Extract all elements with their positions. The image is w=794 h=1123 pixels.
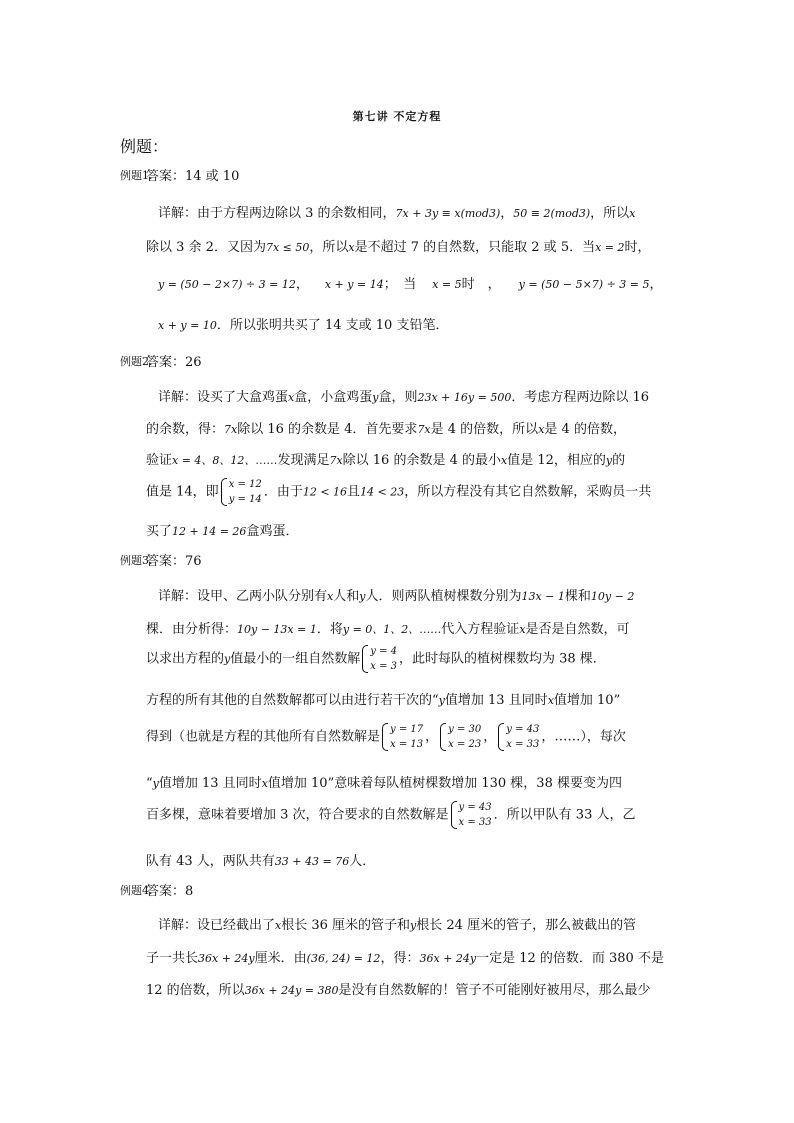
text: 子一共长 xyxy=(146,951,199,966)
formula: x + y = 10 xyxy=(158,319,217,332)
example-1-line-4 xyxy=(146,314,448,333)
text: 除以 3 余 2．又因为 xyxy=(146,240,266,255)
text: 值增加 10”意味着每队植树棵数增加 130 棵，38 棵要变为四 xyxy=(267,776,622,791)
text: 根长 24 厘米的管子，那么被截出的管 xyxy=(416,918,637,933)
example-1-line-2 xyxy=(146,236,651,255)
formula: y xyxy=(152,777,159,790)
example-2-answer: 答案：26 xyxy=(146,355,202,370)
example-2-label: 例题2. xyxy=(120,355,153,368)
text: 除以 16 的余数是 4．首先要求 xyxy=(237,422,418,437)
example-3-line-7 xyxy=(146,800,635,830)
formula: y xyxy=(224,652,231,666)
text: 12 的倍数，所以 xyxy=(146,983,245,998)
formula: x xyxy=(501,454,508,467)
text: ，所以方程没有其它自然数解，采购员一共 xyxy=(404,484,652,500)
formula: 7x xyxy=(224,423,238,436)
text: ； 当 xyxy=(383,277,417,292)
text: ， xyxy=(295,277,309,292)
text: 盒鸡蛋． xyxy=(246,524,299,539)
text: 人和 xyxy=(333,589,360,604)
formula: x xyxy=(275,919,282,932)
equation-system xyxy=(382,722,423,752)
text: 值最小的一组自然数解 xyxy=(230,651,361,667)
text: 详解：设已经截出了 xyxy=(158,918,276,933)
formula: 10y − 13x = 1 xyxy=(237,623,317,636)
formula: 7x xyxy=(329,454,343,467)
text: ，得： xyxy=(380,951,420,966)
equation-system xyxy=(451,800,492,830)
text: 代入方程验证 xyxy=(441,622,520,637)
text: 一定是 12 的倍数．而 380 不是 xyxy=(476,951,664,966)
formula: y = (50 − 5×7) ÷ 3 = 5 xyxy=(518,278,650,291)
formula: 36x + 24y = 380 xyxy=(244,984,339,997)
formula: y xyxy=(372,391,379,404)
equation: x = 33 xyxy=(458,817,492,828)
text: 时 ， xyxy=(461,277,501,292)
equation: y = 43 xyxy=(506,724,540,735)
formula: x xyxy=(327,590,334,603)
formula: x + y = 14 xyxy=(324,278,384,291)
text: 详解：设甲、乙两小队分别有 xyxy=(158,589,328,604)
text: 是不超过 7 的自然数，只能取 2 或 5．当 xyxy=(354,240,596,255)
formula: x xyxy=(261,777,268,790)
text: 且 xyxy=(347,484,361,500)
example-2-line-3 xyxy=(146,449,625,468)
text: 根长 36 厘米的管子和 xyxy=(281,918,411,933)
example-4-label: 例题4. xyxy=(120,884,153,897)
equation: y = 14 xyxy=(228,494,262,505)
text: 人． xyxy=(349,854,376,869)
formula: 36x + 24y xyxy=(419,952,477,965)
formula: y xyxy=(359,590,366,603)
equation: x = 23 xyxy=(448,739,482,750)
formula: x xyxy=(519,623,526,636)
formula: 13x − 1 xyxy=(521,590,565,603)
equation: x = 33 xyxy=(506,739,540,750)
text: ，所以 xyxy=(590,206,630,221)
text: ，此时每队的植树棵数均为 38 棵． xyxy=(399,651,606,667)
text: ．所以甲队有 33 人，乙 xyxy=(493,807,636,823)
text: ， xyxy=(649,277,663,292)
formula: 10y − 2 xyxy=(590,590,635,603)
formula: y = (50 − 2×7) ÷ 3 = 12 xyxy=(158,278,296,291)
text: 棵和 xyxy=(564,589,591,604)
example-3-line-1 xyxy=(158,585,634,604)
text: 值增加 13 且同时 xyxy=(158,776,262,791)
formula: 33 + 43 = 76 xyxy=(274,855,350,868)
text: 厘米．由 xyxy=(254,951,307,966)
text: 买了 xyxy=(146,524,173,539)
text: “ xyxy=(146,776,153,791)
formula: x xyxy=(288,391,295,404)
text: 是没有自然数解的！管子不可能刚好被用尽，那么最少 xyxy=(338,983,651,998)
text: 盒，小盒鸡蛋 xyxy=(294,390,373,405)
example-1-label: 例题1. xyxy=(120,169,153,182)
example-2-line-4 xyxy=(146,477,651,507)
example-3-line-2 xyxy=(146,618,630,637)
example-4-line-2 xyxy=(146,947,664,966)
example-3-line-4 xyxy=(146,689,620,708)
text: 值增加 13 且同时 xyxy=(444,693,548,708)
formula: 50 ≡ 2(mod3) xyxy=(513,207,591,220)
example-2-line-5 xyxy=(146,520,298,539)
text: ．所以张明共买了 14 支或 10 支铅笔． xyxy=(216,318,449,333)
text: 的余数，得： xyxy=(146,422,225,437)
text: 发现满足 xyxy=(277,453,330,468)
formula: 36x + 24y xyxy=(198,952,255,965)
equation: y = 43 xyxy=(458,802,492,813)
equation-system xyxy=(440,722,481,752)
example-3-line-3 xyxy=(146,644,606,674)
text: 值增加 10” xyxy=(553,693,621,708)
text: ，……），每次 xyxy=(541,729,626,745)
example-4-line-3 xyxy=(146,979,651,998)
equation: x = 3 xyxy=(370,661,397,672)
example-1-answer: 答案：14 或 10 xyxy=(146,169,240,184)
text: 棵．由分析得： xyxy=(146,622,238,637)
formula: 12 + 14 = 26 xyxy=(172,525,247,538)
text: 盒，则 xyxy=(378,390,418,405)
text: 是 4 的倍数，所以 xyxy=(430,422,539,437)
example-1-line-1 xyxy=(158,202,635,221)
text: 时， xyxy=(624,240,651,255)
text: 是 4 的倍数， xyxy=(544,422,626,437)
text: 人．则两队植树棵数分别为 xyxy=(365,589,522,604)
text: ．考虑方程两边除以 16 xyxy=(511,390,649,405)
text: ．将 xyxy=(316,622,343,637)
formula: 7x xyxy=(417,423,431,436)
equation: y = 17 xyxy=(390,724,424,735)
formula: (36, 24) = 12 xyxy=(306,952,381,965)
example-3-label: 例题3. xyxy=(120,554,153,567)
formula: 12 < 16 xyxy=(302,485,348,499)
equation: x = 13 xyxy=(390,739,424,750)
formula: x = 4、8、12、…… xyxy=(172,454,278,467)
text: ， xyxy=(500,206,514,221)
equation-system xyxy=(498,722,539,752)
text: 除以 16 的余数是 4 的最小 xyxy=(342,453,501,468)
equation: x = 12 xyxy=(228,479,262,490)
equation-system xyxy=(362,644,397,674)
formula: 7x ≤ 50 xyxy=(265,241,310,254)
formula: y xyxy=(605,454,613,467)
example-3-line-5 xyxy=(146,722,626,752)
formula: x xyxy=(348,241,355,254)
example-2-line-2 xyxy=(146,418,626,437)
example-4-answer: 答案：8 xyxy=(146,884,194,899)
formula: 14 < 23 xyxy=(360,485,405,499)
text: 验证 xyxy=(146,453,173,468)
formula: x xyxy=(629,207,636,220)
equation-system xyxy=(221,477,262,507)
formula: 7x + 3y ≡ x(mod3) xyxy=(395,207,501,220)
formula: x = 5 xyxy=(432,278,462,291)
text: 详解：设买了大盒鸡蛋 xyxy=(158,390,289,405)
text: 队有 43 人，两队共有 xyxy=(146,854,275,869)
example-3-line-8 xyxy=(146,850,375,869)
text: 的 xyxy=(612,453,626,468)
text: 值是 12，相应的 xyxy=(507,453,606,468)
example-1-line-3 xyxy=(146,273,663,292)
text: ，所以 xyxy=(309,240,349,255)
equation: y = 4 xyxy=(370,646,397,657)
text: 百多棵，意味着要增加 3 次，符合要求的自然数解是 xyxy=(146,807,449,823)
formula: y xyxy=(438,694,445,707)
formula: x xyxy=(547,694,554,707)
page-title: 第七讲 不定方程 xyxy=(352,110,442,123)
text: 得到（也就是方程的其他所有自然数解是 xyxy=(146,729,381,745)
formula: x = 2 xyxy=(595,241,625,254)
section-heading: 例题： xyxy=(120,137,169,156)
formula: y xyxy=(410,919,417,932)
text: ， xyxy=(483,729,497,745)
text: ， xyxy=(425,729,439,745)
text: 以求出方程的 xyxy=(146,651,225,667)
text: ．由于 xyxy=(263,484,303,500)
example-3-line-6 xyxy=(146,772,622,791)
example-4-line-1 xyxy=(158,914,636,933)
equation: y = 30 xyxy=(448,724,482,735)
text: 值是 14，即 xyxy=(146,484,219,500)
formula: y = 0、1、2、…… xyxy=(342,623,442,636)
formula: 23x + 16y = 500 xyxy=(417,391,512,404)
text: 方程的所有其他的自然数解都可以由进行若干次的“ xyxy=(146,693,439,708)
example-2-line-1 xyxy=(158,386,649,405)
text: 详解：由于方程两边除以 3 的余数相同， xyxy=(158,206,396,221)
formula: x xyxy=(538,423,545,436)
example-3-answer: 答案：76 xyxy=(146,554,202,569)
text: 是否是自然数，可 xyxy=(525,622,630,637)
